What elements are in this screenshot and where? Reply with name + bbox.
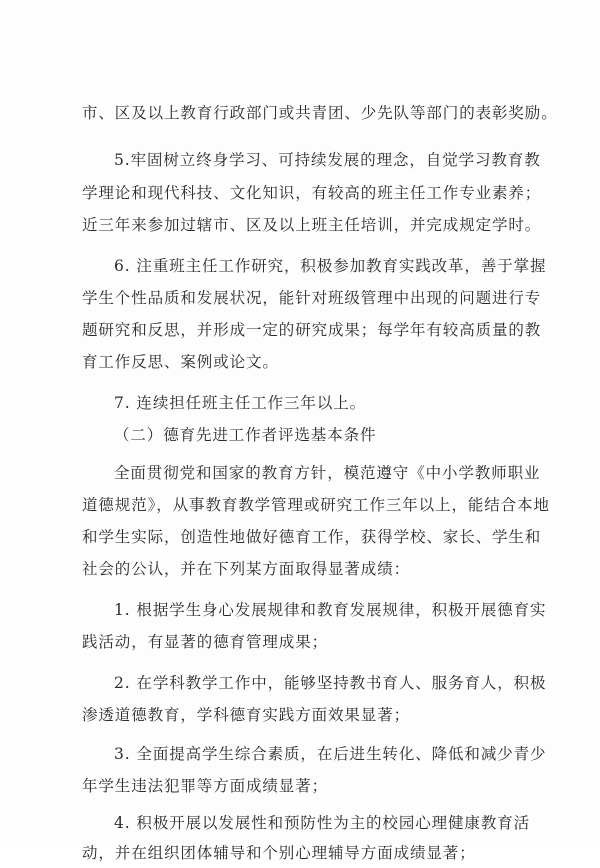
text-line: 2. 在学科教学工作中，能够坚持教书育人、服务育人，积极 bbox=[114, 674, 547, 692]
text-line: 市、区及以上教育行政部门或共青团、少先队等部门的表彰奖励。 bbox=[82, 104, 558, 122]
text-line: 3. 全面提高学生综合素质，在后进生转化、降低和减少青少 bbox=[114, 745, 547, 763]
text-line: 题研究和反思，并形成一定的研究成果；每学年有较高质量的教 bbox=[82, 321, 542, 339]
text-line: 7. 连续担任班主任工作三年以上。 bbox=[114, 394, 367, 412]
text-line: 动，并在组织团体辅导和个别心理辅导方面成绩显著； bbox=[82, 844, 476, 862]
text-line: 渗透道德教育，学科德育实践方面效果显著； bbox=[82, 706, 411, 724]
text-line: 近三年来参加过辖市、区及以上班主任培训，并完成规定学时。 bbox=[82, 216, 542, 234]
text-line: 4. 积极开展以发展性和预防性为主的校园心理健康教育活 bbox=[114, 814, 531, 832]
text-line: 5.牢固树立终身学习、可持续发展的理念，自觉学习教育教 bbox=[114, 151, 541, 169]
text-line: 践活动，有显著的德育管理成果； bbox=[82, 633, 329, 651]
text-line: 学理论和现代科技、文化知识，有较高的班主任工作专业素养； bbox=[82, 184, 542, 202]
text-line: 道德规范》，从事教育教学管理或研究工作三年以上，能结合本地 bbox=[82, 496, 550, 514]
text-line: 和学生实际，创造性地做好德育工作，获得学校、家长、学生和 bbox=[82, 528, 542, 546]
text-line: 学生个性品质和发展状况，能针对班级管理中出现的问题进行专 bbox=[82, 289, 542, 307]
text-line: 6. 注重班主任工作研究，积极参加教育实践改革，善于掌握 bbox=[114, 257, 547, 275]
text-line: 社会的公认，并在下列某方面取得显著成绩： bbox=[82, 560, 411, 578]
section-heading: （二）德育先进工作者评选基本条件 bbox=[114, 426, 377, 444]
text-line: 1. 根据学生身心发展规律和教育发展规律，积极开展德育实 bbox=[114, 601, 547, 619]
text-line: 全面贯彻党和国家的教育方针，模范遵守《中小学教师职业 bbox=[114, 464, 541, 482]
text-line: 育工作反思、案例或论文。 bbox=[82, 353, 279, 371]
text-line: 年学生违法犯罪等方面成绩显著； bbox=[82, 777, 329, 795]
